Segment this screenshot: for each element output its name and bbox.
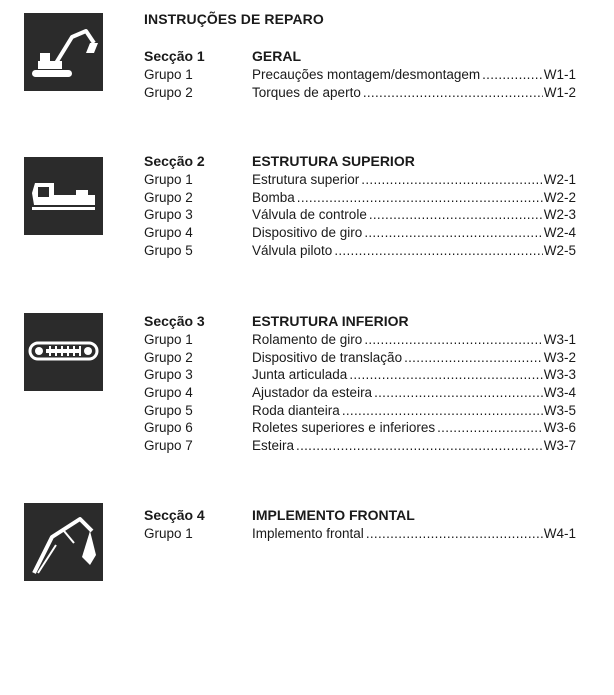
group-label: Grupo 5 bbox=[144, 242, 193, 258]
section-title: GERAL bbox=[252, 48, 301, 64]
page-title: INSTRUÇÕES DE REPARO bbox=[144, 11, 324, 27]
page-ref: W3-4 bbox=[543, 385, 576, 401]
group-label: Grupo 3 bbox=[144, 367, 193, 383]
group-label: Grupo 2 bbox=[144, 189, 193, 205]
group-label: Grupo 7 bbox=[144, 438, 193, 454]
list-item bbox=[144, 206, 576, 224]
entry-text: Junta articulada bbox=[252, 367, 348, 383]
section-label: Secção 2 bbox=[144, 153, 205, 169]
list-item bbox=[144, 242, 576, 260]
upper-structure-icon bbox=[24, 157, 103, 235]
group-label: Grupo 2 bbox=[144, 84, 193, 100]
entry-text: Ajustador da esteira bbox=[252, 385, 373, 401]
list-item bbox=[144, 402, 576, 420]
page-ref: W2-3 bbox=[543, 207, 576, 223]
page-ref: W2-1 bbox=[543, 172, 576, 187]
list-item bbox=[144, 171, 576, 189]
entry-text: Dispositivo de giro bbox=[252, 225, 363, 241]
group-label: Grupo 4 bbox=[144, 225, 193, 241]
group-label: Grupo 2 bbox=[144, 349, 193, 365]
group-label: Grupo 4 bbox=[144, 385, 193, 401]
group-label: Grupo 1 bbox=[144, 332, 193, 347]
entry-text: Roda dianteira bbox=[252, 402, 340, 418]
page-ref: W3-7 bbox=[543, 438, 576, 454]
list-item bbox=[144, 419, 576, 437]
entry-text: Dispositivo de translação bbox=[252, 349, 403, 365]
page-ref: W3-3 bbox=[543, 367, 576, 383]
page-ref: W3-1 bbox=[543, 332, 576, 347]
list-item bbox=[144, 384, 576, 402]
list-item bbox=[144, 84, 576, 102]
entry-text: Bomba bbox=[252, 189, 295, 205]
section-title: ESTRUTURA INFERIOR bbox=[252, 313, 409, 329]
section-title: ESTRUTURA SUPERIOR bbox=[252, 153, 415, 169]
entry-text: Válvula de controle bbox=[252, 207, 367, 223]
entry-text: Esteira bbox=[252, 438, 295, 454]
entry-text: Torques de aperto bbox=[252, 84, 361, 100]
entry-text: Estrutura superior bbox=[252, 172, 360, 187]
group-label: Grupo 1 bbox=[144, 172, 193, 187]
page-ref: W4-1 bbox=[543, 526, 576, 541]
list-item bbox=[144, 437, 576, 455]
page-ref: W2-2 bbox=[543, 189, 576, 205]
list-item bbox=[144, 525, 576, 543]
page-ref: W3-5 bbox=[543, 402, 576, 418]
group-label: Grupo 5 bbox=[144, 402, 193, 418]
section-label: Secção 4 bbox=[144, 507, 205, 523]
list-item bbox=[144, 224, 576, 242]
undercarriage-icon bbox=[24, 313, 103, 391]
entry-text: Implemento frontal bbox=[252, 526, 364, 541]
section-label: Secção 1 bbox=[144, 48, 205, 64]
entry-text: Válvula piloto bbox=[252, 242, 333, 258]
entry-text: Precauções montagem/desmontagem bbox=[252, 67, 481, 82]
list-item bbox=[144, 349, 576, 367]
page-ref: W1-1 bbox=[543, 67, 576, 82]
list-item bbox=[144, 366, 576, 384]
page-ref: W3-2 bbox=[543, 349, 576, 365]
page-ref: W3-6 bbox=[543, 420, 576, 436]
page-ref: W2-4 bbox=[543, 225, 576, 241]
list-item bbox=[144, 66, 576, 84]
page-ref: W2-5 bbox=[543, 242, 576, 258]
group-label: Grupo 3 bbox=[144, 207, 193, 223]
section-label: Secção 3 bbox=[144, 313, 205, 329]
entry-text: Roletes superiores e inferiores bbox=[252, 420, 436, 436]
group-label: Grupo 1 bbox=[144, 67, 193, 82]
list-item bbox=[144, 331, 576, 349]
excavator-icon bbox=[24, 13, 103, 91]
front-attachment-icon bbox=[24, 503, 103, 581]
section-title: IMPLEMENTO FRONTAL bbox=[252, 507, 415, 523]
page-ref: W1-2 bbox=[543, 84, 576, 100]
entry-text: Rolamento de giro bbox=[252, 332, 363, 347]
list-item bbox=[144, 189, 576, 207]
group-label: Grupo 1 bbox=[144, 526, 193, 541]
group-label: Grupo 6 bbox=[144, 420, 193, 436]
